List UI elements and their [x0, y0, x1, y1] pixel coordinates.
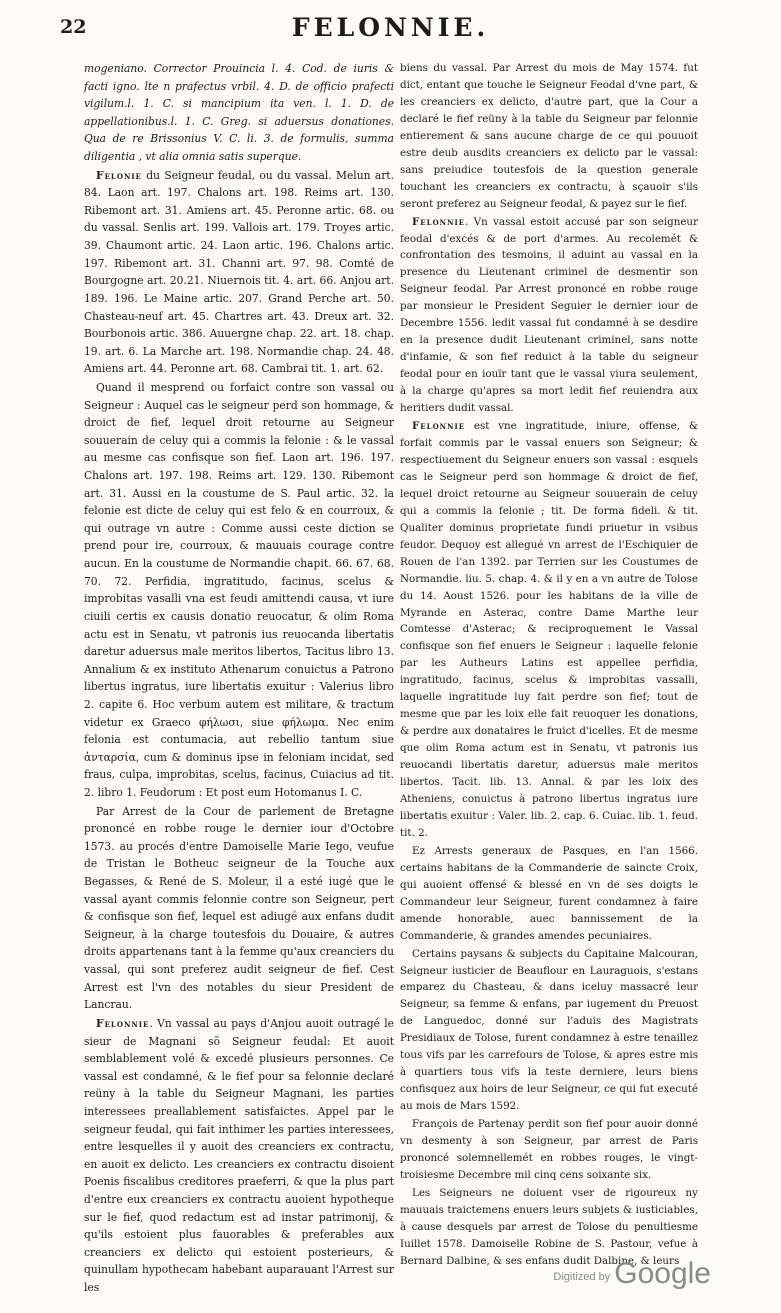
paragraph — [84, 60, 394, 166]
left-column — [84, 60, 394, 1298]
paragraph-text: est vne ingratitude, iniure, offense, & forfait commis par le vassal enuers son Seigneur; & respectiuement du Seigneur enuers son vassal : esquels cas le Seigneur perd son hommage & droict de fief, lequel droict retourne au Seigneur souuerain de celuy qui a commis la felonie ; tit. De forma fideli. & tit. Qualiter dominus proprietate fundi priuetur in vsibus feudor. Dequoy est allegué vn arrest de l'Eschiquier de Rouen de l'an 1392. par Terrien sur les Coustumes de Normandie. liu. 5. chap. 4. & il y en a vn autre de Tolose du 14. Aoust 1526. pour les habitans de la ville de Myrande en Asterac, contre Dame Marthe leur Comtesse d'Asterac; & reciproquement le Vassal confisque son fief enuers le Seigneur : laquelle felonie par les Autheurs Latins est appellee perfidia, ingratitudo, facinus, scelus & improbitas vassalli, laquelle ingratitude luy fait perdre son fief; tout de mesme que par les loix elle fait reuoquer les donations, & perdre aux donataires le fruict d'icelles. Et de mesme que olim Roma actum est in Senatu, vt patronis ius reuocandi libertatis daretur, aduersus male meritos libertos. Tacit. lib. 13. Annal. & par les loix des Atheniens, conuictus à patrono libertus ingratus iure libertatis exuitur : Valer. lib. 2. cap. 6. Cuiac. lib. 1. feud. tit. 2. — [400, 420, 698, 839]
paragraph-text: . Vn vassal estoit accusé par son seigneur feodal d'excés & de port d'armes. Au recolemét & confrontation des tesmoins, il aduint au vassal en la presence du Lieutenant criminel de desmentir son Seigneur feodal. Par Arrest prononcé en robbe rouge par monsieur le President Seguier le dernier iour de Decembre 1556. ledit vassal fut condamné à se desdire en la presence dudit Lieutenant criminel, sans notte d'infamie, & son fief reduict à la table du seigneur feodal pour en iouïr tant que le vassal viura seulement, à la charge qu'apres sa mort ledit fief reuiendra aux heritiers dudit vassal. — [400, 215, 698, 415]
page-number: 22 — [60, 16, 87, 38]
entry-keyword: Felonnie — [412, 420, 466, 433]
paragraph-text: biens du vassal. Par Arrest du mois de May 1574. fut dict, entant que touche le Seigneur Feodal d'vne part, & les creanciers ex delicto, d'autre part, que la Cour a declaré le fief reüny à la table du Seigneur par felonnie entierement & sans aucune charge de ce qui pouuoit estre deub ausdits creanciers ex delicto par le vassal: sans preiudice toutesfois de la question generale touchant les creanciers ex contractu, à sçauoir s'ils seront preferez au Seigneur feodal, & payez sur le fief. — [400, 62, 698, 210]
paragraph-text: . Vn vassal au pays d'Anjou auoit outragé le sieur de Magnani sõ Seigneur feudal: Et auoit semblablement volé & excedé plusieurs personnes. Ce vassal est condamné, & le fief pour sa felonnie declaré reüny à la table du Seigneur Magnani, les parties interessees preallablement satisfaictes. Appel par le seigneur feudal, qui fait inthimer les parties interessees, entre lesquelles il y auoit des creanciers ex contractu, en auoit ex delicto. Les creanciers ex contractu disoient Poenis fiscalibus creditores praeferri, & que la plus part d'entre eux creanciers ex contractu auoient hypotheque sur le fief, quod redactum est ad instar patrimonij, & qu'ils estoient plus fauorables & preferables aux creanciers ex delicto qui estoient posterieurs, & quinullam hypothecam habebant auparauant l'Arrest sur les — [84, 1016, 394, 1295]
paragraph — [400, 843, 698, 945]
paragraph — [400, 418, 698, 842]
digitized-prefix: Digitized by — [553, 1271, 611, 1283]
paragraph-text: Par Arrest de la Cour de parlement de Bretagne prononcé en robbe rouge le dernier iour d'Octobre 1573. au procés d'entre Damoiselle Marie Iego, veufue de Tristan le Botheuc seigneur de la Touche aux Begasses, & René de S. Moleur, il a esté iugé que le vassal ayant commis felonnie contre son Seigneur, pert & confisque son fief, lequel est adiugé aux enfans dudit Seigneur, à la charge toutesfois du Douaire, & autres droits appartenans tant à la femme qu'aux creanciers du vassal, qui sont preferez audit seigneur de fief. Cest Arrest est l'vn des notables du sieur President de Lancrau. — [84, 804, 394, 1012]
paragraph — [400, 1116, 698, 1184]
entry-keyword: Felonie — [96, 168, 142, 182]
paragraph — [84, 803, 394, 1014]
digitized-by-google-stamp — [553, 1257, 711, 1291]
paragraph-text: mogeniano. Corrector Prouincia l. 4. Cod. de iuris & facti igno. lte n prafectus vrbil. 4. D. de officio prafecti vigilum.l. 1. C. si mancipium ita ven. l. 1. D. de appellationibus.l. 1. C. Greg. si aduersus donationes. Qua de re Brissonius V. C. li. 3. de formulis, summa diligentia , vt alia omnia satis superque. — [84, 62, 394, 164]
entry-keyword: Felonnie — [412, 215, 466, 228]
paragraph-text: Certains paysans & subjects du Capitaine Malcouran, Seigneur iusticier de Beauflour en Lauraguois, s'estans emparez du Chasteau, & dans iceluy massacré leur Seigneur, sa femme & enfans, par iugement du Preuost de Languedoc, donné sur l'aduis des Magistrats Presidiaux de Tolose, furent condamnez à estre tenaillez tous vifs par les carrefours de Tolose, & apres estre mis à quartiers tous vifs la teste derniere, leurs biens confisquez aux hoirs de leur Seigneur, ce qui fut executé au mois de Mars 1592. — [400, 947, 698, 1113]
paragraph — [400, 60, 698, 213]
paragraph — [84, 379, 394, 802]
paragraph — [84, 1015, 394, 1297]
running-head: FELONNIE. — [291, 13, 490, 42]
paragraph-text: Quand il mesprend ou forfaict contre son vassal ou Seigneur : Auquel cas le seigneur perd son hommage, & droict de fief, lequel droit retourne au Seigneur souuerain de celuy qui a commis la felonie : & le vassal au mesme cas confisque son fief. Laon art. 196. 197. Chalons art. 197. 198. Reims art. 129. 130. Ribemont art. 31. Aussi en la coustume de S. Paul artic. 32. la felonie est dicte de celuy qui est felo & en courroux, & qui outrage vn autre : Comme aussi ceste diction se prend pour ire, courroux, & mauuais courage contre aucun. En la coustume de Normandie chapit. 66. 67. 68. 70. 72. Perfidia, ingratitudo, facinus, scelus & improbitas vasalli vna est feudi amittendi causa, vt iure ciuili certis ex causis donatio reuocatur, & olim Roma actu est in Senatu, vt patronis ius reuocanda libertatis daretur aduersus male meritos libertos, Tacitus libro 13. Annalium & ex instituto Athenarum conuictus a Patrono libertus ingratus, iure libertatis exuitur : Valerius libro 2. capite 6. Hoc verbum autem est militare, & tractum videtur ex Graeco φήλωσι, siue φήλωμα. Nec enim felonia est contumacia, aut rebellio tantum siue ἀνταρσία, cum & dominus ipse in feloniam incidat, sed fraus, culpa, improbitas, scelus, facinus, Cuiacius ad tit. 2. libro 1. Feudorum : Et post eum Hotomanus I. C. — [84, 380, 394, 799]
entry-keyword: Felonnie — [96, 1016, 150, 1030]
paragraph-text: François de Partenay perdit son fief pour auoir donné vn desmenty à son Seigneur, par arrest de Paris prononcé solemnellemét en robbes rouges, le vingt-troisiesme Decembre mil cinq cens soixante six. — [400, 1118, 698, 1181]
paragraph-text: Les Seigneurs ne doiuent vser de rigoureux ny mauuais traictemens enuers leurs subjets & iusticiables, à cause desquels par arrest de Tolose du penultiesme Iuillet 1578. Damoiselle Robine de S. Pastour, vefue à Bernard Dalbine, & ses enfans dudit Dalbine, & leurs — [400, 1186, 698, 1267]
paragraph — [400, 214, 698, 417]
paragraph — [400, 946, 698, 1116]
right-column — [400, 60, 698, 1271]
paragraph — [84, 167, 394, 378]
paragraph-text: du Seigneur feudal, ou du vassal. Melun art. 84. Laon art. 197. Chalons art. 198. Reims art. 130. Ribemont art. 31. Amiens art. 45. Peronne artic. 68. ou du vassal. Senlis art. 199. Vallois art. 179. Troyes artic. 39. Chaumont artic. 24. Laon artic. 196. Chalons artic. 197. Ribemont art. 31. Channi art. 97. 98. Comté de Bourgogne art. 20.21. Niuernois tit. 4. art. 66. Anjou art. 189. 196. Le Maine artic. 207. Grand Perche art. 50. Chasteau-neuf art. 45. Chartres art. 43. Dreux art. 32. Bourbonois artic. 386. Auuergne chap. 22. art. 18. chap. 19. art. 6. La Marche art. 198. Normandie chap. 24. 48. Amiens art. 44. Peronne art. 68. Cambrai tit. 1. art. 62. — [84, 168, 394, 376]
paragraph-text: Ez Arrests generaux de Pasques, en l'an 1566. certains habitans de la Commanderie de saincte Croix, qui auoient offensé & blessé en vn de ses doigts le Commandeur leur Seigneur, furent condamnez à faire amende honorable, auec bannissement de la Commanderie, & grandes amendes pecuniaires. — [400, 844, 698, 942]
google-logo-text: Google — [614, 1257, 711, 1290]
